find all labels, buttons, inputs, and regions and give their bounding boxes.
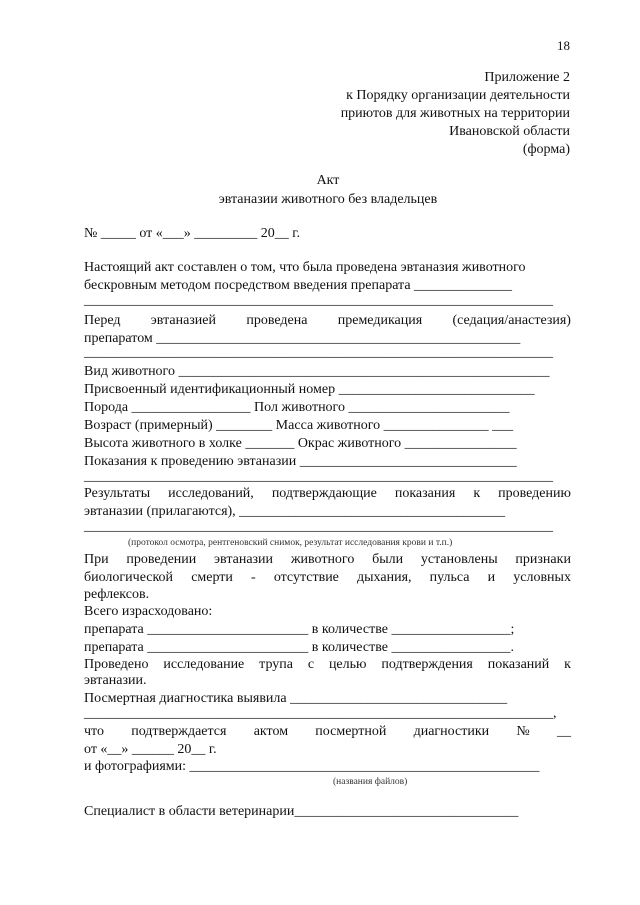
indications-field: Показания к проведению эвтаназии _______________________________ [84, 454, 517, 469]
premedication-line-2: препаратом ____________________________________________________ [84, 331, 521, 346]
blank-line: ___________________________________________________________________ [84, 345, 553, 360]
document-subtitle: эвтаназии животного без владельцев [218, 192, 438, 207]
id-number-field: Присвоенный идентификационный номер ____________________________ [84, 382, 535, 397]
confirmation-line-1: что подтверждается актом посмертной диагностики № __ [84, 724, 571, 739]
postmortem-field: Посмертная диагностика выявила _______________________________ [84, 691, 508, 706]
death-signs-line-3: рефлексов. [84, 587, 150, 602]
results-line-2: эвтаназии (прилагаются), ______________________________________ [84, 504, 506, 519]
blank-line: ___________________________________________________________________ [84, 293, 553, 308]
autopsy-line-2: эвтаназии. [84, 673, 147, 688]
page-number: 18 [557, 38, 570, 53]
blank-line: ___________________________________________________________________, [84, 706, 557, 721]
height-color-field: Высота животного в холке _______ Окрас животного ________________ [84, 436, 517, 451]
drug-amount-line-1: препарата _______________________ в количестве _________________; [84, 622, 515, 637]
age-mass-field: Возраст (примерный) ________ Масса животного _______________ ___ [84, 418, 514, 433]
animal-type-field: Вид животного _____________________________________________________ [84, 364, 550, 379]
premedication-line-1: Перед эвтаназией проведена премедикация (седация/анастезия) [84, 313, 571, 328]
breed-sex-field: Порода _________________ Пол животного _______________________ [84, 400, 510, 415]
blank-line: ___________________________________________________________________ [84, 469, 553, 484]
spent-total-label: Всего израсходовано: [84, 604, 213, 619]
confirmation-date: от «__» ______ 20__ г. [84, 742, 217, 757]
autopsy-line-1: Проведено исследование трупа с целью подтверждения показаний к [84, 657, 571, 672]
appendix-header-line-1: Приложение 2 [484, 70, 570, 85]
photos-note: (названия файлов) [333, 777, 408, 787]
blank-line: ___________________________________________________________________ [84, 519, 553, 534]
death-signs-line-2: биологической смерти - отсутствие дыхания, пульса и условных [84, 570, 571, 585]
appendix-header-line-3: приютов для животных на территории [340, 106, 570, 121]
appendix-header-line-5: (форма) [522, 142, 570, 157]
results-note: (протокол осмотра, рентгеновский снимок, результат исследования крови и т.п.) [128, 538, 453, 548]
document-title: Акт [316, 173, 340, 188]
intro-line-2: бескровным методом посредством введения препарата ______________ [84, 278, 513, 293]
death-signs-line-1: При проведении эвтаназии животного были установлены признаки [84, 552, 571, 567]
photos-field: и фотографиями: __________________________________________________ [84, 759, 540, 774]
appendix-header-line-4: Ивановской области [449, 124, 570, 139]
appendix-header-line-2: к Порядку организации деятельности [346, 88, 570, 103]
drug-amount-line-2: препарата _______________________ в количестве _________________. [84, 640, 514, 655]
results-line-1: Результаты исследований, подтверждающие показания к проведению [84, 486, 571, 501]
act-number-date: № _____ от «___» _________ 20__ г. [84, 226, 300, 241]
intro-line-1: Настоящий акт составлен о том, что была проведена эвтаназия животного [84, 260, 526, 275]
specialist-signature-field: Специалист в области ветеринарии________________________________ [84, 804, 519, 819]
